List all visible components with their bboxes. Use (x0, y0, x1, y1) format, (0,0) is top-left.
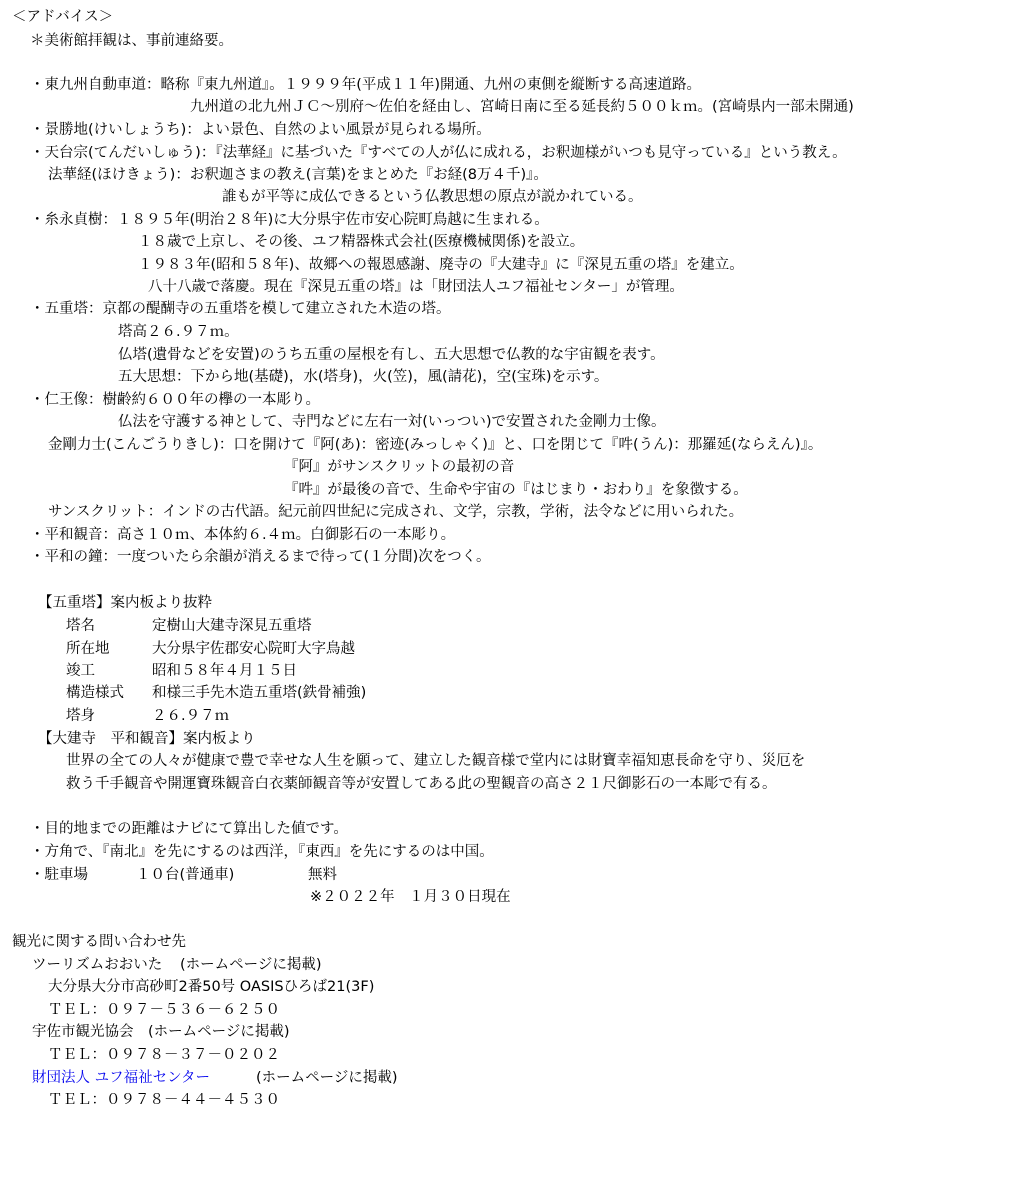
note-hokekyo: 法華経(ほけきょう)：お釈迦さまの教え(言葉)をまとめた『お経(8万４千)』。 (48, 167, 548, 183)
note-tendai: ・天台宗(てんだいしゅう)：『法華経』に基づいた『すべての人が仏に成れる，お釈迦様がいつも見守っている』という教え。 (30, 145, 847, 161)
parking-label: ・駐車場 (30, 867, 88, 883)
contact-name: ツーリズムおおいた (32, 957, 163, 973)
sign-label: 塔身 (66, 708, 95, 724)
contacts-heading: 観光に関する問い合わせ先 (12, 934, 186, 950)
contact-note: (ホームページに掲載) (256, 1070, 398, 1086)
note-pagoda: ・五重塔：京都の醍醐寺の五重塔を模して建立された木造の塔。 (30, 301, 451, 317)
yufu-welfare-center-link[interactable]: 財団法人 ユフ福祉センター (32, 1070, 211, 1086)
note-sanskrit: サンスクリット：インドの古代語。紀元前四世紀に完成され、文学，宗教，学術，法令などに用いられた。 (48, 504, 744, 520)
note-pagoda-3: 仏塔(遺骨などを安置)のうち五重の屋根を有し、五大思想で仏教的な宇宙観を表す。 (118, 347, 665, 363)
note-itonaga-2: １８歳で上京し、その後、ユフ精器株式会社(医療機械関係)を設立。 (138, 234, 585, 250)
sign-value: ２６.９７ｍ (152, 708, 230, 724)
kannon-sign-text: 世界の全ての人々が健康で豊で幸せな人生を願って、建立した観音様で堂内には財寶幸福知恵長命を守り、災厄を (66, 753, 806, 769)
contact-tel: ＴＥＬ：０９７－５３６－６２５０ (48, 1002, 280, 1018)
parking-count: １０台(普通車) (136, 867, 235, 883)
note-expressway-cont: 九州道の北九州ＪＣ～別府～佐伯を経由し、宮崎日南に至る延長約５００ｋｍ。(宮崎県内一部未開通) (190, 99, 854, 115)
contact-note: (ホームページに掲載) (180, 957, 322, 973)
museum-note: ＊美術館拝観は、事前連絡要。 (30, 33, 233, 49)
sign-value: 昭和５８年４月１５日 (152, 663, 297, 679)
kannon-sign-heading: 【大建寺 平和観音】案内板より (38, 731, 256, 747)
note-itonaga: ・糸永貞樹：１８９５年(明治２８年)に大分県宇佐市安心院町鳥越に生まれる。 (30, 212, 549, 228)
note-kongo-2: 『阿』がサンスクリットの最初の音 (284, 459, 515, 475)
advice-heading: ＜アドバイス＞ (12, 9, 114, 25)
footnote-distance: ・目的地までの距離はナビにて算出した値です。 (30, 821, 348, 837)
sign-value: 和様三手先木造五重塔(鉄骨補強) (152, 685, 367, 701)
sign-value: 定樹山大建寺深見五重塔 (152, 618, 312, 634)
note-itonaga-4: 八十八歳で落慶。現在『深見五重の塔』は「財団法人ユフ福祉センター」が管理。 (148, 279, 684, 295)
note-expressway: ・東九州自動車道：略称『東九州道』。１９９９年(平成１１年)開通、九州の東側を縦断する高速道路。 (30, 77, 702, 93)
contact-name: 宇佐市観光協会 (32, 1024, 134, 1040)
note-kongo-3: 『吽』が最後の音で、生命や宇宙の『はじまり・おわり』を象徴する。 (284, 482, 748, 498)
sign-label: 塔名 (66, 618, 95, 634)
note-kongo: 金剛力士(こんごうりきし)：口を開けて『阿(あ)：密迹(みっしゃく)』と、口を閉じて『吽(うん)：那羅延(ならえん)』。 (48, 437, 823, 453)
contact-address: 大分県大分市高砂町2番50号 OASISひろば21(3F) (48, 979, 375, 995)
note-pagoda-4: 五大思想：下から地(基礎)，水(塔身)，火(笠)，風(請花)，空(宝珠)を示す。 (118, 369, 609, 385)
contact-tel: ＴＥＬ：０９７８－４４－４５３０ (48, 1092, 280, 1108)
sign-value: 大分県宇佐郡安心院町大字鳥越 (152, 641, 355, 657)
contact-tel: ＴＥＬ：０９７８－３７－０２０２ (48, 1047, 280, 1063)
kannon-sign-text-cont: 救う千手観音や開運寶珠観音白衣薬師観音等が安置してある此の聖観音の高さ２１尺御影石の一本彫で有る。 (66, 776, 777, 792)
pagoda-sign-heading: 【五重塔】案内板より抜粋 (38, 595, 212, 611)
note-nio: ・仁王像：樹齢約６００年の欅の一本彫り。 (30, 392, 320, 408)
parking-fee: 無料 (308, 867, 337, 883)
contact-note: (ホームページに掲載) (148, 1024, 290, 1040)
sign-label: 所在地 (66, 641, 110, 657)
note-hokekyo-cont: 誰もが平等に成仏できるという仏教思想の原点が説かれている。 (222, 189, 643, 205)
sign-label: 構造様式 (66, 685, 124, 701)
note-pagoda-height: 塔高２６.９７ｍ。 (118, 324, 239, 340)
note-itonaga-3: １９８３年(昭和５８年)、故郷への報恩感謝、廃寺の『大建寺』に『深見五重の塔』を建立。 (138, 257, 744, 273)
as-of-date: ※２０２２年 １月３０日現在 (310, 889, 511, 905)
note-kannon: ・平和観音：高さ１０ｍ、本体約６.４ｍ。白御影石の一本彫り。 (30, 527, 456, 543)
sign-label: 竣工 (66, 663, 95, 679)
footnote-direction: ・方角で、『南北』を先にするのは西洋，『東西』を先にするのは中国。 (30, 844, 494, 860)
note-nio-2: 仏法を守護する神として、寺門などに左右一対(いっつい)で安置された金剛力士像。 (118, 414, 666, 430)
note-bell: ・平和の鐘：一度ついたら余韻が消えるまで待って(１分間)次をつく。 (30, 549, 491, 565)
note-scenic: ・景勝地(けいしょうち)：よい景色、自然のよい風景が見られる場所。 (30, 122, 491, 138)
